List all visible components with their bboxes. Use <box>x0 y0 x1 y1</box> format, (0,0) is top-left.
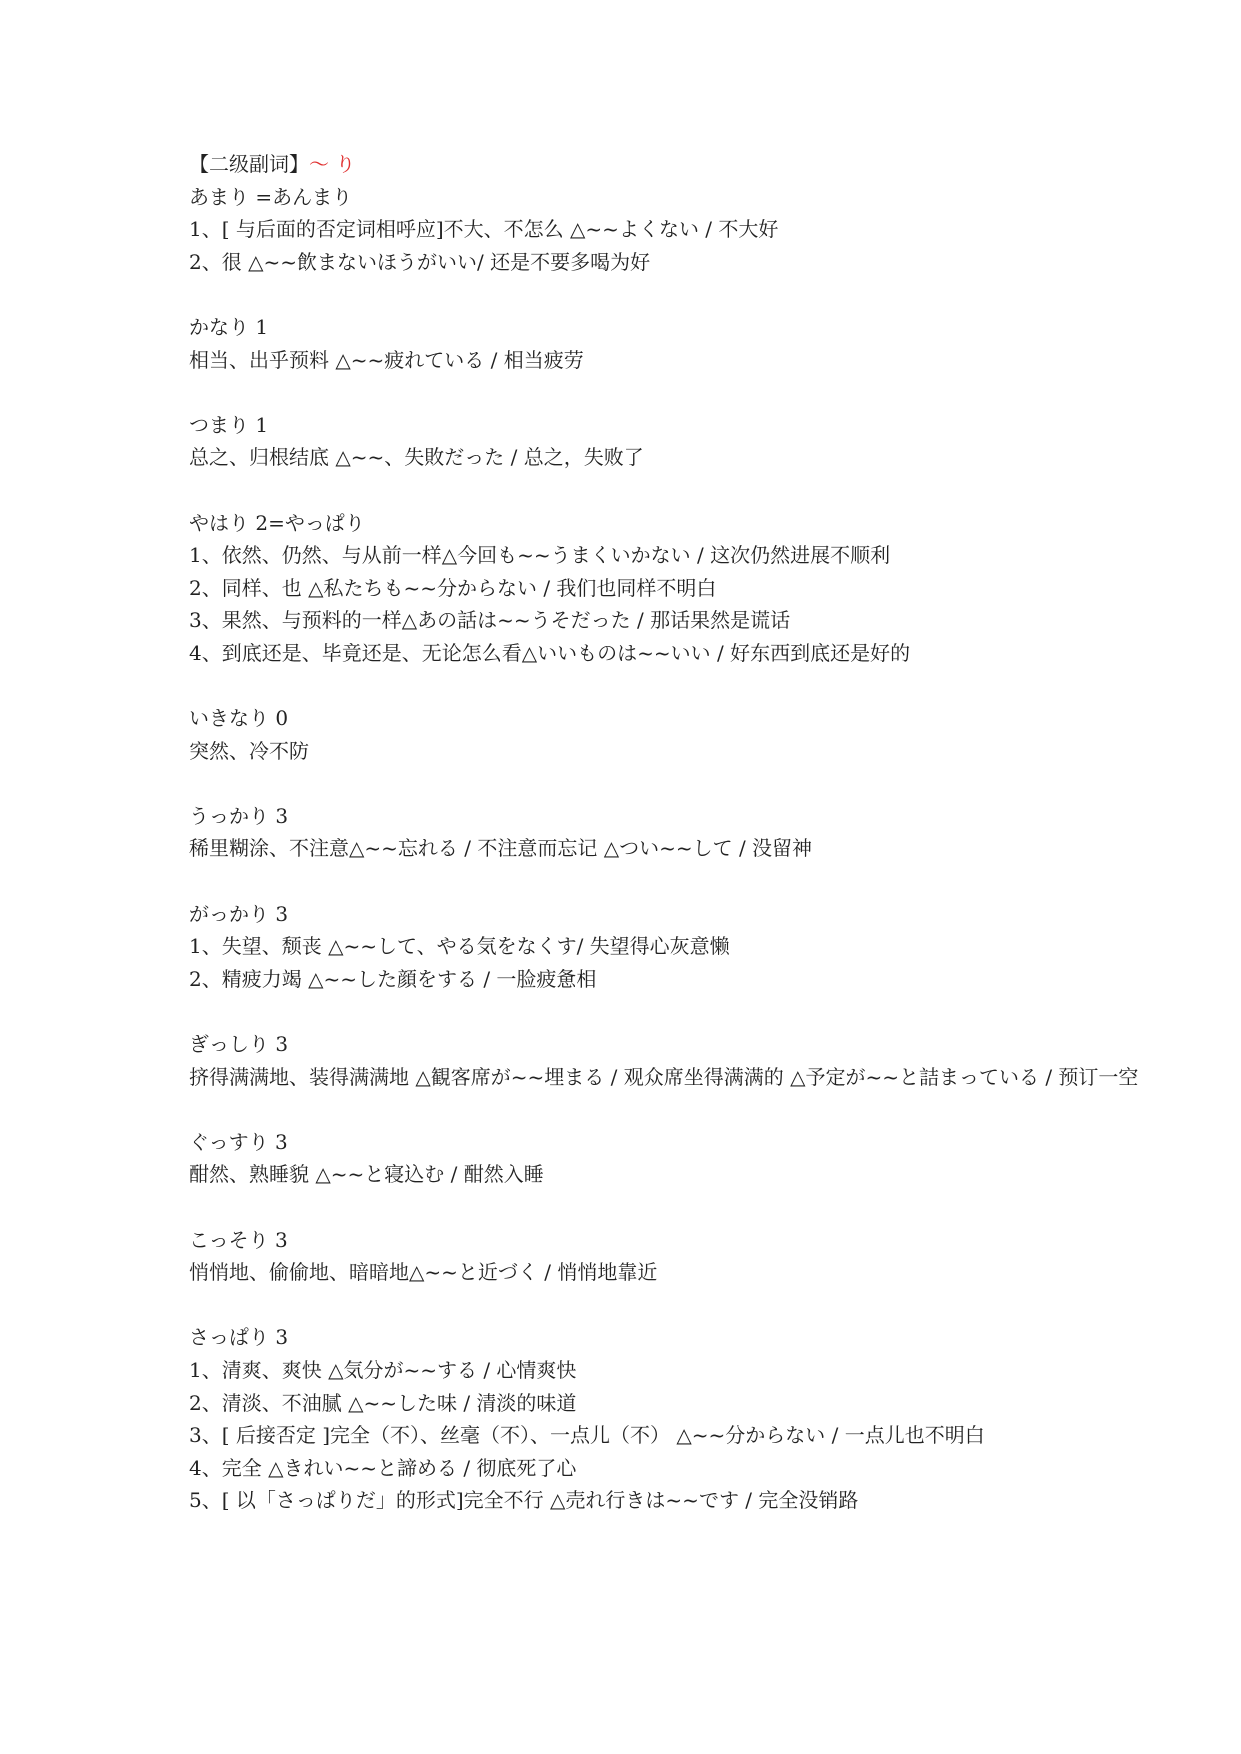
entry-yahari <box>189 507 1149 670</box>
spacer <box>189 995 1149 1028</box>
entry-head: うっかり 3 <box>189 803 289 828</box>
entry-head: かなり 1 <box>189 314 269 339</box>
spacer <box>189 1289 1149 1322</box>
title-main: 【二级副词】 <box>189 152 309 176</box>
entry-line: 酣然、熟睡貌 △~~と寝込む / 酣然入睡 <box>189 1162 544 1187</box>
entry-kanari <box>189 311 1149 376</box>
entry-tsumari <box>189 409 1149 474</box>
entry-head: こっそり 3 <box>189 1227 288 1252</box>
entry-line: 4、到底还是、毕竟还是、无论怎么看△いいものは~~いい / 好东西到底还是好的 <box>189 640 911 665</box>
entry-line: 1、失望、颓丧 △~~して、やる気をなくす/ 失望得心灰意懒 <box>189 934 730 959</box>
spacer <box>189 767 1149 800</box>
entry-head: いきなり 0 <box>189 706 289 731</box>
entry-line: 2、清淡、不油腻 △~~した味 / 清淡的味道 <box>189 1390 577 1415</box>
entry-line: 挤得满满地、装得满满地 △観客席が~~埋まる / 观众席坐得满满的 △予定が~~と詰まっている / 预订一空 <box>189 1064 1139 1089</box>
entry-line: 2、精疲力竭 △~~した顔をする / 一脸疲惫相 <box>189 966 597 991</box>
entry-line: 1、依然、仍然、与从前一样△今回も~~うまくいかない / 这次仍然进展不顺利 <box>189 543 891 568</box>
document-page <box>189 148 1149 1517</box>
entry-line: 3、果然、与预料的一样△あの話は~~うそだった / 那话果然是谎话 <box>189 608 791 633</box>
spacer <box>189 670 1149 703</box>
entry-amari <box>189 181 1149 279</box>
entry-line: 2、很 △~~飲まないほうがいい/ 还是不要多喝为好 <box>189 249 651 274</box>
spacer <box>189 376 1149 409</box>
spacer <box>189 1191 1149 1224</box>
spacer <box>189 1093 1149 1126</box>
entry-ikinari <box>189 702 1149 767</box>
spacer <box>189 865 1149 898</box>
entry-line: 1、[ 与后面的否定词相呼应]不大、不怎么 △~~よくない / 不大好 <box>189 217 779 242</box>
entry-ukkari <box>189 800 1149 865</box>
entry-line: 2、同样、也 △私たちも~~分からない / 我们也同样不明白 <box>189 575 717 600</box>
entry-gakkari <box>189 898 1149 996</box>
entry-line: 总之、归根结底 △~~、失敗だった / 总之，失败了 <box>189 445 644 470</box>
title-suffix: ～ り <box>309 152 356 176</box>
entry-line: 悄悄地、偷偷地、暗暗地△~~と近づく / 悄悄地靠近 <box>189 1260 658 1285</box>
entry-head: さっぱり 3 <box>189 1325 289 1350</box>
document-title <box>189 148 1149 181</box>
entry-line: 5、[ 以「さっぱりだ」的形式]完全不行 △売れ行きは~~です / 完全没销路 <box>189 1488 859 1513</box>
entry-line: 稀里糊涂、不注意△~~忘れる / 不注意而忘记 △つい~~して / 没留神 <box>189 836 813 861</box>
spacer <box>189 474 1149 507</box>
entry-line: 4、完全 △きれい~~と諦める / 彻底死了心 <box>189 1455 577 1480</box>
entry-gisshiri <box>189 1028 1149 1093</box>
entry-line: 相当、出乎预料 △~~疲れている / 相当疲劳 <box>189 347 584 372</box>
entry-head: つまり 1 <box>189 412 269 437</box>
entry-head: ぎっしり 3 <box>189 1032 289 1057</box>
entry-line: 1、清爽、爽快 △気分が~~する / 心情爽快 <box>189 1357 577 1382</box>
entry-sappari <box>189 1321 1149 1517</box>
entry-kossori <box>189 1224 1149 1289</box>
entry-head: がっかり 3 <box>189 901 289 926</box>
spacer <box>189 278 1149 311</box>
entry-head: やはり 2=やっぱり <box>189 510 365 535</box>
entry-line: 突然、冷不防 <box>189 738 309 763</box>
entry-head: ぐっすり 3 <box>189 1129 288 1154</box>
entry-head: あまり =あんまり <box>189 184 353 209</box>
entry-gussuri <box>189 1126 1149 1191</box>
entry-line: 3、[ 后接否定 ]完全（不）、丝毫（不）、一点儿（不） △~~分からない / 一点儿也不明白 <box>189 1423 985 1448</box>
